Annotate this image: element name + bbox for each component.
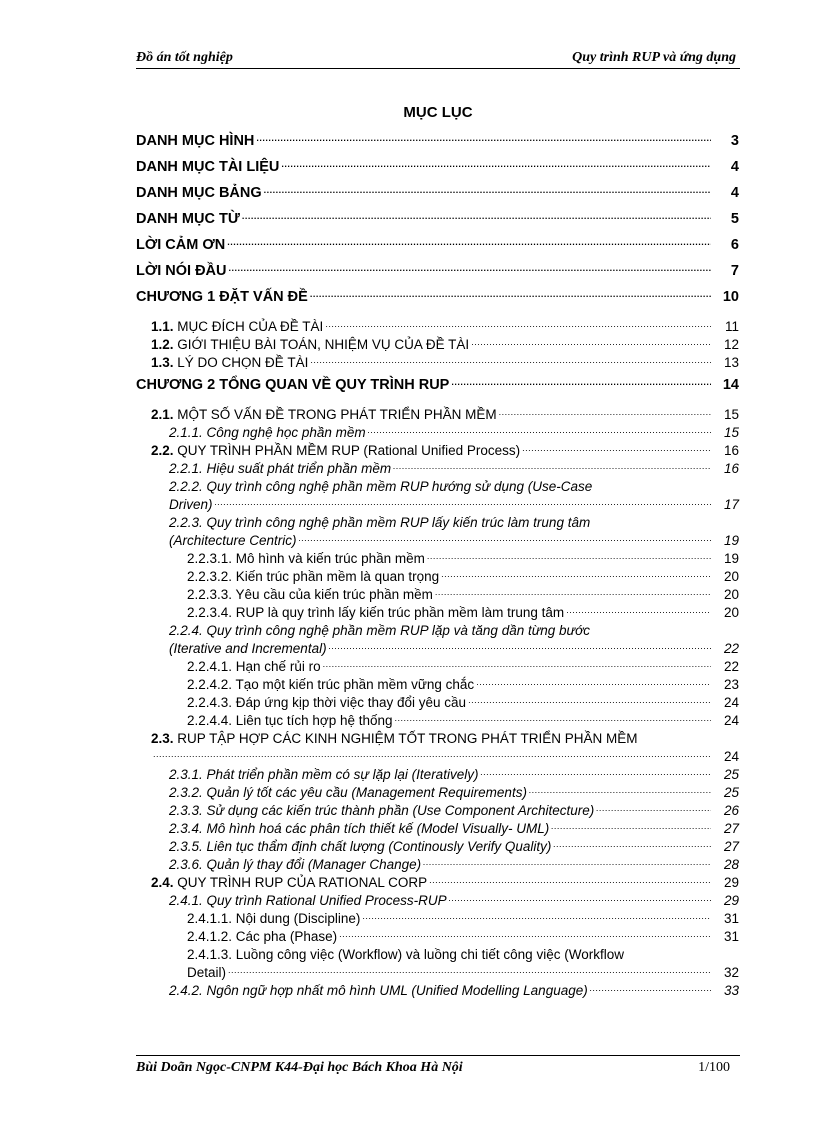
toc-subsection[interactable]: 2.4.2. Ngôn ngữ hợp nhất mô hình UML (Unified Modelling Language) ..... 33	[169, 982, 739, 1000]
toc-subsection-line2[interactable]: Driven) ..... 17	[169, 496, 739, 514]
toc-entry[interactable]: DANH MỤC TỪ ..... 5	[136, 206, 739, 232]
toc-subsection-line1[interactable]: 2.2.2. Quy trình công nghệ phần mềm RUP hướng sử dụng (Use-Case	[169, 479, 593, 494]
toc-section[interactable]: 2.4. QUY TRÌNH RUP CỦA RATIONAL CORP ..... 29	[151, 874, 739, 892]
toc-subsection[interactable]: 2.3.1. Phát triển phần mềm có sự lặp lại (Iteratively) ..... 25	[169, 766, 739, 784]
toc-item[interactable]: 2.2.3.4. RUP là quy trình lấy kiến trúc phần mềm làm trung tâm ..... 20	[187, 604, 739, 622]
toc-entry[interactable]: DANH MỤC TÀI LIỆU ..... 4	[136, 154, 739, 180]
toc-item-line2[interactable]: Detail) ..... 32	[187, 964, 739, 982]
toc-subsection-line2[interactable]: (Architecture Centric) ..... 19	[169, 532, 739, 550]
toc-item[interactable]: 2.4.1.1. Nội dung (Discipline) ..... 31	[187, 910, 739, 928]
toc-section[interactable]: 1.3. LÝ DO CHỌN ĐỀ TÀI ..... 13	[151, 354, 739, 372]
toc-subsection-line1[interactable]: 2.2.3. Quy trình công nghệ phần mềm RUP lấy kiến trúc làm trung tâm	[169, 515, 591, 530]
toc-section[interactable]: 1.1. MỤC ĐÍCH CỦA ĐỀ TÀI ..... 11	[151, 318, 739, 336]
toc-entry[interactable]: LỜI CẢM ƠN ..... 6	[136, 232, 739, 258]
toc-subsection[interactable]: 2.3.3. Sử dụng các kiến trúc thành phần (Use Component Architecture) ..... 26	[169, 802, 739, 820]
header-left: Đồ án tốt nghiệp	[136, 50, 233, 65]
toc-subsection-line1[interactable]: 2.2.4. Quy trình công nghệ phần mềm RUP lặp và tăng dần từng bước	[169, 623, 591, 638]
toc-item-line1[interactable]: 2.4.1.3. Luồng công việc (Workflow) và luồng chi tiết công việc (Workflow	[187, 947, 624, 962]
page-footer	[136, 1055, 740, 1075]
toc-section[interactable]: 2.1. MỘT SỐ VẤN ĐỀ TRONG PHÁT TRIỂN PHẦN MỀM ..... 15	[151, 406, 739, 424]
toc-item[interactable]: 2.2.3.2. Kiến trúc phần mềm là quan trọng ..... 20	[187, 568, 739, 586]
header-right: Quy trình RUP và ứng dụng	[572, 50, 736, 65]
toc-item[interactable]: 2.2.4.1. Hạn chế rủi ro ..... 22	[187, 658, 739, 676]
toc-chapter[interactable]: CHƯƠNG 2 TỔNG QUAN VỀ QUY TRÌNH RUP ..... 14	[136, 372, 739, 398]
toc-section[interactable]: 2.2. QUY TRÌNH PHẦN MỀM RUP (Rational Unified Process) ..... 16	[151, 442, 739, 460]
toc-subsection[interactable]: 2.3.4. Mô hình hoá các phân tích thiết kế (Model Visually- UML) ..... 27	[169, 820, 739, 838]
toc-section-line1[interactable]: 2.3. RUP TẬP HỢP CÁC KINH NGHIỆM TỐT TRONG PHÁT TRIỂN PHẦN MỀM	[151, 731, 638, 746]
toc-item[interactable]: 2.2.3.1. Mô hình và kiến trúc phần mềm ..... 19	[187, 550, 739, 568]
toc-item[interactable]: 2.2.3.3. Yêu cầu của kiến trúc phần mềm ..... 20	[187, 586, 739, 604]
table-of-contents	[0, 128, 816, 1000]
toc-subsection[interactable]: 2.3.6. Quản lý thay đổi (Manager Change) ..... 28	[169, 856, 739, 874]
toc-section-line2[interactable]: ..... 24	[151, 748, 739, 766]
toc-entry[interactable]: DANH MỤC BẢNG ..... 4	[136, 180, 739, 206]
toc-section[interactable]: 1.2. GIỚI THIỆU BÀI TOÁN, NHIỆM VỤ CỦA ĐỀ TÀI ..... 12	[151, 336, 739, 354]
toc-item[interactable]: 2.2.4.3. Đáp ứng kịp thời việc thay đổi yêu cầu ..... 24	[187, 694, 739, 712]
page-number: 1/100	[698, 1060, 730, 1075]
toc-subsection[interactable]: 2.4.1. Quy trình Rational Unified Process-RUP ..... 29	[169, 892, 739, 910]
toc-item[interactable]: 2.2.4.4. Liên tục tích hợp hệ thống ..... 24	[187, 712, 739, 730]
toc-entry[interactable]: LỜI NÓI ĐẦU ..... 7	[136, 258, 739, 284]
toc-chapter[interactable]: CHƯƠNG 1 ĐẶT VẤN ĐỀ ..... 10	[136, 284, 739, 310]
toc-subsection[interactable]: 2.3.2. Quản lý tốt các yêu cầu (Management Requirements) ..... 25	[169, 784, 739, 802]
toc-subsection[interactable]: 2.3.5. Liên tục thẩm định chất lượng (Continously Verify Quality) ..... 27	[169, 838, 739, 856]
toc-subsection[interactable]: 2.1.1. Công nghệ học phần mềm ..... 15	[169, 424, 739, 442]
toc-item[interactable]: 2.4.1.2. Các pha (Phase) ..... 31	[187, 928, 739, 946]
page-header	[136, 50, 740, 69]
toc-entry[interactable]: DANH MỤC HÌNH ..... 3	[136, 128, 739, 154]
toc-title: MỤC LỤC	[403, 104, 473, 121]
toc-item[interactable]: 2.2.4.2. Tạo một kiến trúc phần mềm vững chắc ..... 23	[187, 676, 739, 694]
footer-left: Bùi Doãn Ngọc-CNPM K44-Đại học Bách Khoa Hà Nội	[136, 1060, 463, 1075]
toc-subsection[interactable]: 2.2.1. Hiệu suất phát triển phần mềm ..... 16	[169, 460, 739, 478]
toc-subsection-line2[interactable]: (Iterative and Incremental) ..... 22	[169, 640, 739, 658]
